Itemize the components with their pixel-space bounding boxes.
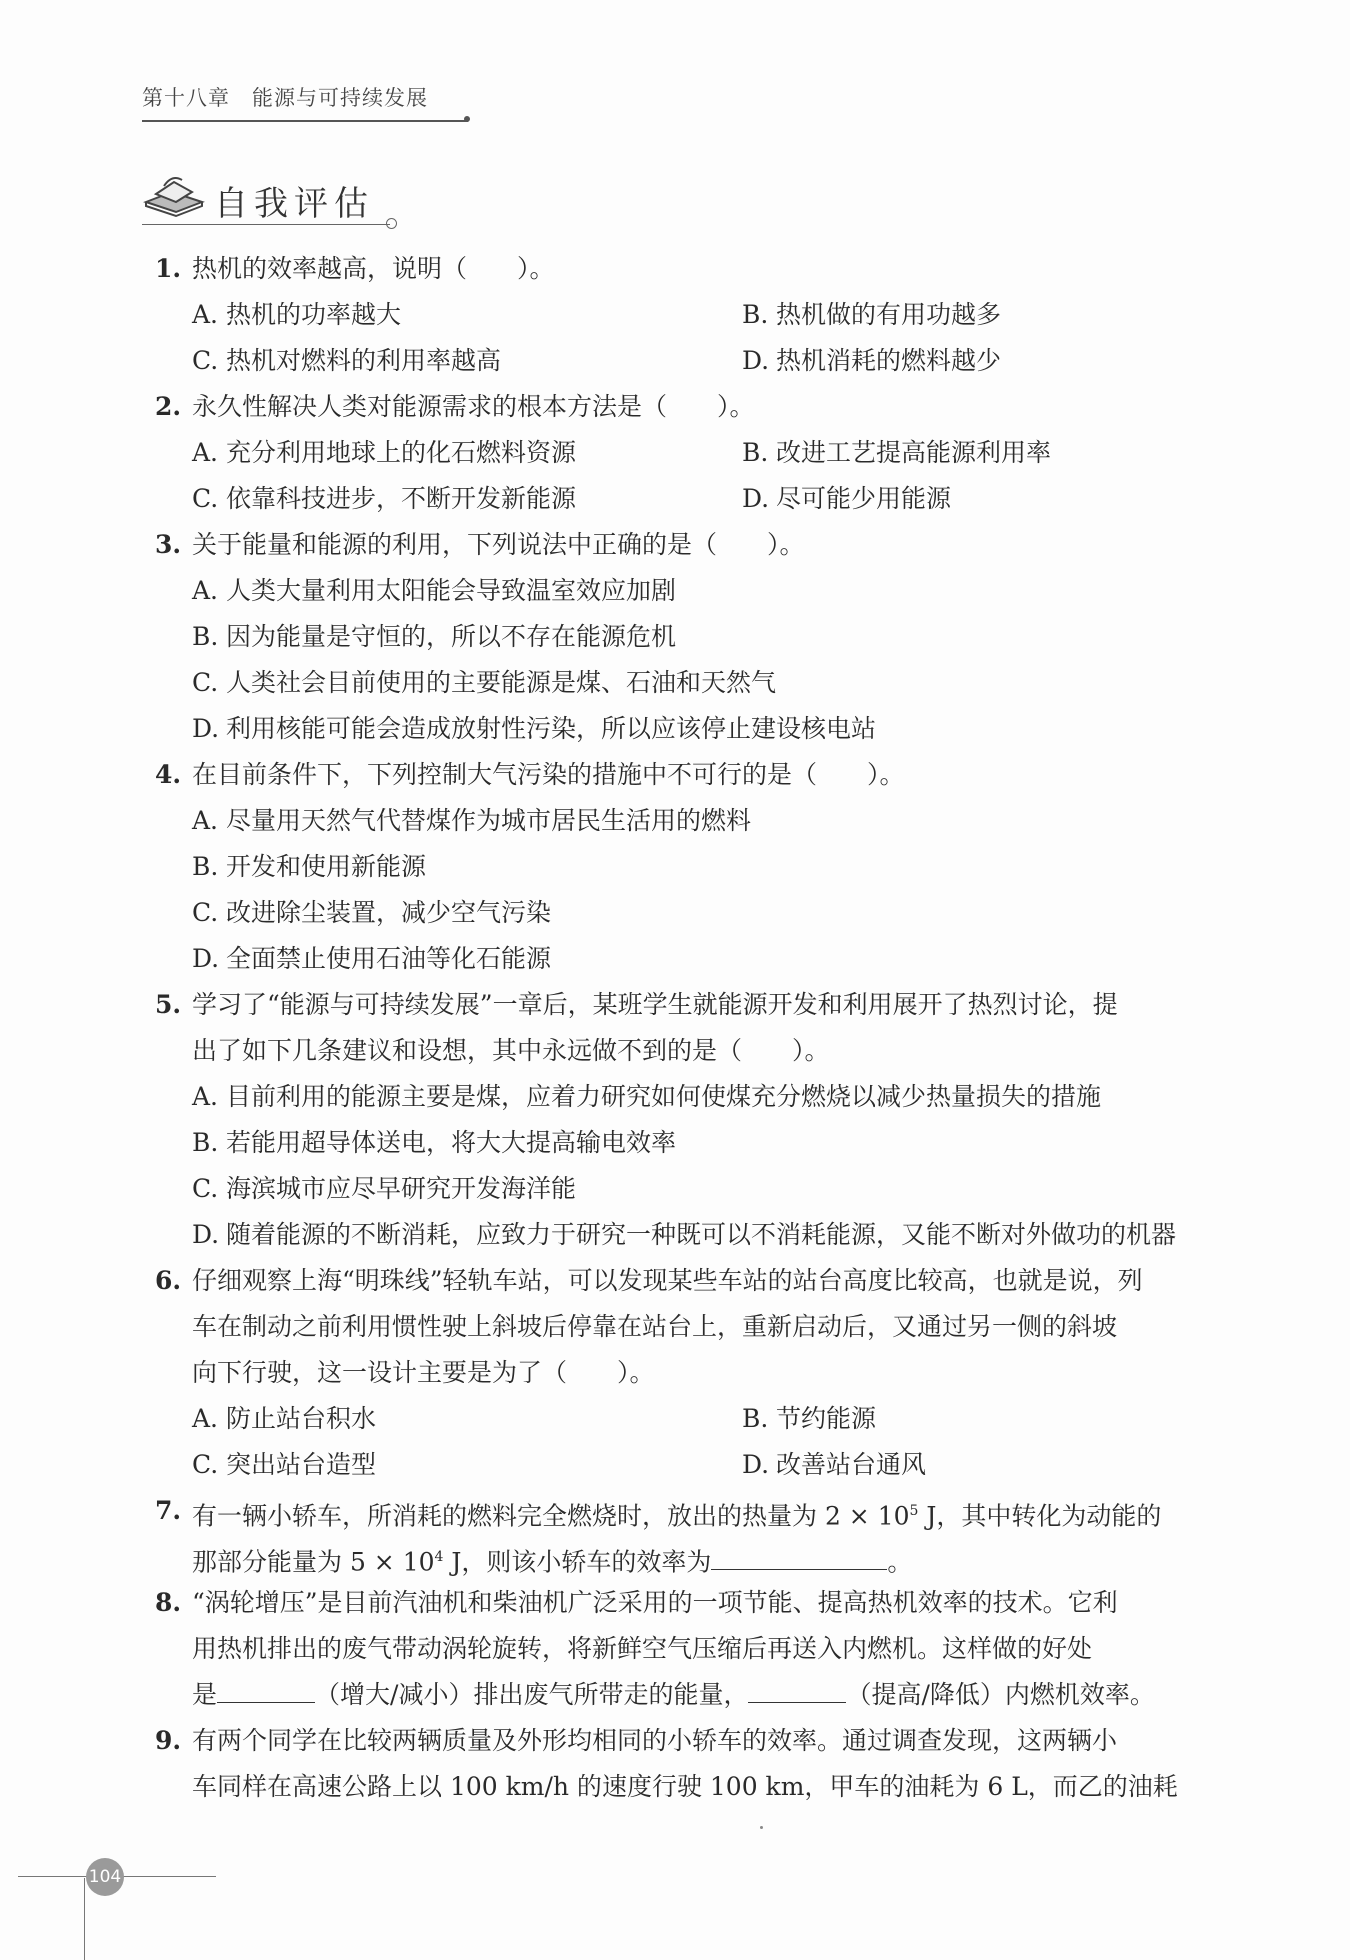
question-number: 1. bbox=[155, 254, 182, 283]
option-b: B. 节约能源 bbox=[742, 1404, 877, 1433]
option-b: B. 因为能量是守恒的，所以不存在能源危机 bbox=[192, 622, 677, 651]
option-c: C. 改进除尘装置，减少空气污染 bbox=[192, 898, 552, 927]
question-number: 8. bbox=[155, 1588, 182, 1617]
question-8 bbox=[155, 1580, 1215, 1718]
question-6 bbox=[155, 1258, 1215, 1488]
option-c: C. 突出站台造型 bbox=[192, 1450, 377, 1479]
question-number: 7. bbox=[155, 1496, 182, 1525]
question-4 bbox=[155, 752, 1215, 982]
section-rule bbox=[142, 224, 390, 225]
option-b: B. 开发和使用新能源 bbox=[192, 852, 427, 881]
option-a: A. 充分利用地球上的化石燃料资源 bbox=[192, 438, 577, 467]
question-number: 5. bbox=[155, 990, 182, 1019]
header-rule bbox=[142, 120, 468, 122]
question-stem-line-3: 是 （增大/减小）排出废气所带走的能量， （提高/降低）内燃机效率。 bbox=[192, 1672, 1215, 1718]
question-stem: 关于能量和能源的利用，下列说法中正确的是（ ）。 bbox=[192, 530, 805, 559]
question-1 bbox=[155, 246, 1215, 384]
footer-vertical-rule bbox=[84, 1878, 85, 1960]
header-rule-dot bbox=[464, 116, 470, 122]
answer-blank[interactable] bbox=[711, 1541, 887, 1570]
question-list bbox=[155, 246, 1215, 1810]
chapter-title: 能源与可持续发展 bbox=[252, 86, 428, 110]
question-stem-line-2: 那部分能量为 $5 \times 10^4$ J，则该小轿车的效率为 。 bbox=[192, 1534, 1215, 1580]
question-number: 4. bbox=[155, 760, 182, 789]
question-stem-line-1: 学习了“能源与可持续发展”一章后，某班学生就能源开发和利用展开了热烈讨论，提 bbox=[192, 990, 1118, 1019]
question-stem-line-2: 出了如下几条建议和设想，其中永远做不到的是（ ）。 bbox=[192, 1036, 830, 1065]
question-7 bbox=[155, 1488, 1215, 1580]
page-number: 104 bbox=[86, 1858, 124, 1896]
option-a: A. 热机的功率越大 bbox=[192, 300, 402, 329]
option-a: A. 防止站台积水 bbox=[192, 1404, 377, 1433]
option-d: D. 全面禁止使用石油等化石能源 bbox=[192, 944, 552, 973]
question-9 bbox=[155, 1718, 1215, 1810]
section-rule-ring bbox=[386, 218, 397, 229]
question-number: 6. bbox=[155, 1266, 182, 1295]
running-header bbox=[142, 82, 428, 112]
question-stem-line-1: 有两个同学在比较两辆质量及外形均相同的小轿车的效率。通过调查发现，这两辆小 bbox=[192, 1726, 1118, 1755]
question-stem-line-2: 车在制动之前利用惯性驶上斜坡后停靠在站台上，重新启动后，又通过另一侧的斜坡 bbox=[192, 1312, 1118, 1341]
question-stem-line-2: 用热机排出的废气带动涡轮旋转，将新鲜空气压缩后再送入内燃机。这样做的好处 bbox=[192, 1634, 1093, 1663]
question-stem-line-2: 车同样在高速公路上以 100 km/h 的速度行驶 100 km，甲车的油耗为 6 L，而乙的油耗 bbox=[192, 1772, 1178, 1801]
option-c: C. 依靠科技进步，不断开发新能源 bbox=[192, 484, 577, 513]
question-stem: 在目前条件下，下列控制大气污染的措施中不可行的是（ ）。 bbox=[192, 760, 905, 789]
answer-blank-2[interactable] bbox=[748, 1674, 846, 1703]
section-title: 自我评估 bbox=[214, 184, 374, 224]
question-5 bbox=[155, 982, 1215, 1258]
chapter-number: 第十八章 bbox=[142, 86, 230, 110]
question-stem-line-1: 仔细观察上海“明珠线”轻轨车站，可以发现某些车站的站台高度比较高，也就是说，列 bbox=[192, 1266, 1143, 1295]
option-d: D. 改善站台通风 bbox=[742, 1450, 927, 1479]
option-a: A. 尽量用天然气代替煤作为城市居民生活用的燃料 bbox=[192, 806, 752, 835]
option-b: B. 热机做的有用功越多 bbox=[742, 300, 1002, 329]
option-b: B. 改进工艺提高能源利用率 bbox=[742, 438, 1052, 467]
question-stem-line-1: “涡轮增压”是目前汽油机和柴油机广泛采用的一项节能、提高热机效率的技术。它利 bbox=[192, 1588, 1118, 1617]
option-a: A. 目前利用的能源主要是煤，应着力研究如何使煤充分燃烧以减少热量损失的措施 bbox=[192, 1082, 1102, 1111]
question-3 bbox=[155, 522, 1215, 752]
question-number: 2. bbox=[155, 392, 182, 421]
question-2 bbox=[155, 384, 1215, 522]
scan-dot bbox=[760, 1826, 763, 1829]
question-stem: 热机的效率越高，说明（ ）。 bbox=[192, 254, 555, 283]
option-d: D. 随着能源的不断消耗，应致力于研究一种既可以不消耗能源，又能不断对外做功的机器 bbox=[192, 1220, 1177, 1249]
question-stem-line-3: 向下行驶，这一设计主要是为了（ ）。 bbox=[192, 1358, 655, 1387]
option-b: B. 若能用超导体送电，将大大提高输电效率 bbox=[192, 1128, 677, 1157]
answer-blank-1[interactable] bbox=[217, 1674, 315, 1703]
option-a: A. 人类大量利用太阳能会导致温室效应加剧 bbox=[192, 576, 677, 605]
question-stem-line-1: 有一辆小轿车，所消耗的燃料完全燃烧时，放出的热量为 $2 \times 10^5$ J，其中转化为动能的 bbox=[192, 1501, 1162, 1531]
option-d: D. 利用核能可能会造成放射性污染，所以应该停止建设核电站 bbox=[192, 714, 877, 743]
option-d: D. 尽可能少用能源 bbox=[742, 484, 952, 513]
option-c: C. 热机对燃料的利用率越高 bbox=[192, 346, 502, 375]
option-c: C. 人类社会目前使用的主要能源是煤、石油和天然气 bbox=[192, 668, 777, 697]
option-c: C. 海滨城市应尽早研究开发海洋能 bbox=[192, 1174, 577, 1203]
question-number: 9. bbox=[155, 1726, 182, 1755]
option-d: D. 热机消耗的燃料越少 bbox=[742, 346, 1002, 375]
question-number: 3. bbox=[155, 530, 182, 559]
question-stem: 永久性解决人类对能源需求的根本方法是（ ）。 bbox=[192, 392, 755, 421]
book-stack-icon bbox=[142, 172, 206, 218]
